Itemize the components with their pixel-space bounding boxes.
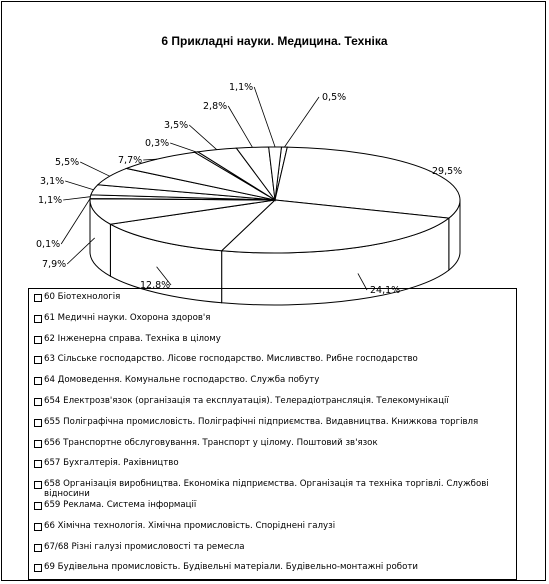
legend-label: 64 Домоведення. Комунальне господарство. Служба побуту bbox=[44, 375, 320, 386]
legend-label: 66 Хімічна технологія. Хімічна промисловість. Споріднені галузі bbox=[44, 520, 336, 531]
data-label-63: 12,8% bbox=[140, 280, 171, 291]
legend bbox=[28, 288, 517, 580]
leader-line-67/68 bbox=[228, 106, 252, 147]
leader-line-659 bbox=[170, 143, 196, 152]
legend-swatch bbox=[34, 398, 42, 406]
data-label-658: 7,7% bbox=[118, 155, 143, 166]
chart-title: 6 Прикладні науки. Медицина. Техніка bbox=[161, 34, 388, 48]
legend-item bbox=[34, 396, 512, 406]
leader-line-656 bbox=[65, 181, 93, 190]
legend-swatch bbox=[34, 481, 42, 489]
legend-label: 61 Медичні науки. Охорона здоров'я bbox=[44, 312, 211, 323]
data-label-62: 24,1% bbox=[370, 285, 401, 296]
legend-item bbox=[34, 417, 512, 427]
leader-line-66 bbox=[189, 125, 217, 150]
legend-swatch bbox=[34, 502, 42, 510]
legend-swatch bbox=[34, 544, 42, 552]
legend-swatch bbox=[34, 419, 42, 427]
legend-item bbox=[34, 313, 512, 323]
legend-item bbox=[34, 375, 512, 385]
data-label-655: 1,1% bbox=[38, 195, 63, 206]
data-label-657: 5,5% bbox=[55, 157, 80, 168]
legend-swatch bbox=[34, 564, 42, 572]
legend-swatch bbox=[34, 460, 42, 468]
legend-item bbox=[34, 438, 512, 448]
legend-label: 60 Біотехнологія bbox=[44, 292, 121, 302]
data-label-656: 3,1% bbox=[40, 176, 65, 187]
leader-line-655 bbox=[63, 197, 90, 200]
legend-item bbox=[34, 458, 512, 468]
legend-label: 654 Електрозв'язок (організація та експлуатація). Телерадіотрансляція. Телекомунікації bbox=[44, 396, 449, 406]
legend-item bbox=[34, 292, 512, 302]
data-label-69: 1,1% bbox=[229, 82, 254, 93]
legend-item bbox=[34, 542, 512, 552]
legend-swatch bbox=[34, 336, 42, 344]
legend-item bbox=[34, 562, 512, 572]
legend-label: 655 Поліграфічна промисловість. Поліграфічні підприємства. Видавництва. Книжкова торгівля bbox=[44, 416, 479, 427]
legend-swatch bbox=[34, 377, 42, 385]
legend-item bbox=[34, 521, 512, 531]
legend-label: 659 Реклама. Система інформації bbox=[44, 500, 197, 510]
legend-swatch bbox=[34, 523, 42, 531]
legend-item bbox=[34, 500, 512, 510]
legend-label: 62 Інженерна справа. Техніка в цілому bbox=[44, 333, 221, 344]
legend-swatch bbox=[34, 356, 42, 364]
legend-label: 69 Будівельна промисловість. Будівельні матеріали. Будівельно-монтажні роботи bbox=[44, 562, 418, 573]
pie-top bbox=[90, 147, 463, 253]
data-label-66: 3,5% bbox=[164, 120, 189, 131]
legend-swatch bbox=[34, 440, 42, 448]
leader-line-60 bbox=[284, 97, 319, 147]
legend-label: 67/68 Різні галузі промисловості та ремесла bbox=[44, 541, 245, 552]
leader-line-657 bbox=[80, 162, 110, 176]
data-label-64: 7,9% bbox=[42, 259, 67, 270]
legend-item bbox=[34, 354, 512, 364]
legend-label: 63 Сільське господарство. Лісове господарство. Мисливство. Рибне господарство bbox=[44, 354, 418, 365]
legend-swatch bbox=[34, 294, 42, 302]
legend-swatch bbox=[34, 315, 42, 323]
leader-line-654 bbox=[61, 199, 90, 244]
legend-label: 657 Бухгалтерія. Рахівництво bbox=[44, 458, 179, 469]
legend-item bbox=[34, 334, 512, 344]
legend-label: 658 Організація виробництва. Економіка підприємства. Організація та техніка торгівлі. Службові відносини bbox=[44, 479, 489, 500]
legend-label: 656 Транспортне обслуговування. Транспорт у цілому. Поштовий зв'язок bbox=[44, 437, 378, 448]
data-label-659: 0,3% bbox=[145, 138, 170, 149]
data-label-60: 0,5% bbox=[322, 92, 347, 103]
leader-line-69 bbox=[254, 87, 275, 147]
legend-item bbox=[34, 479, 512, 499]
data-label-67/68: 2,8% bbox=[203, 101, 228, 112]
data-label-654: 0,1% bbox=[36, 239, 61, 250]
data-label-61: 29,5% bbox=[432, 166, 463, 177]
